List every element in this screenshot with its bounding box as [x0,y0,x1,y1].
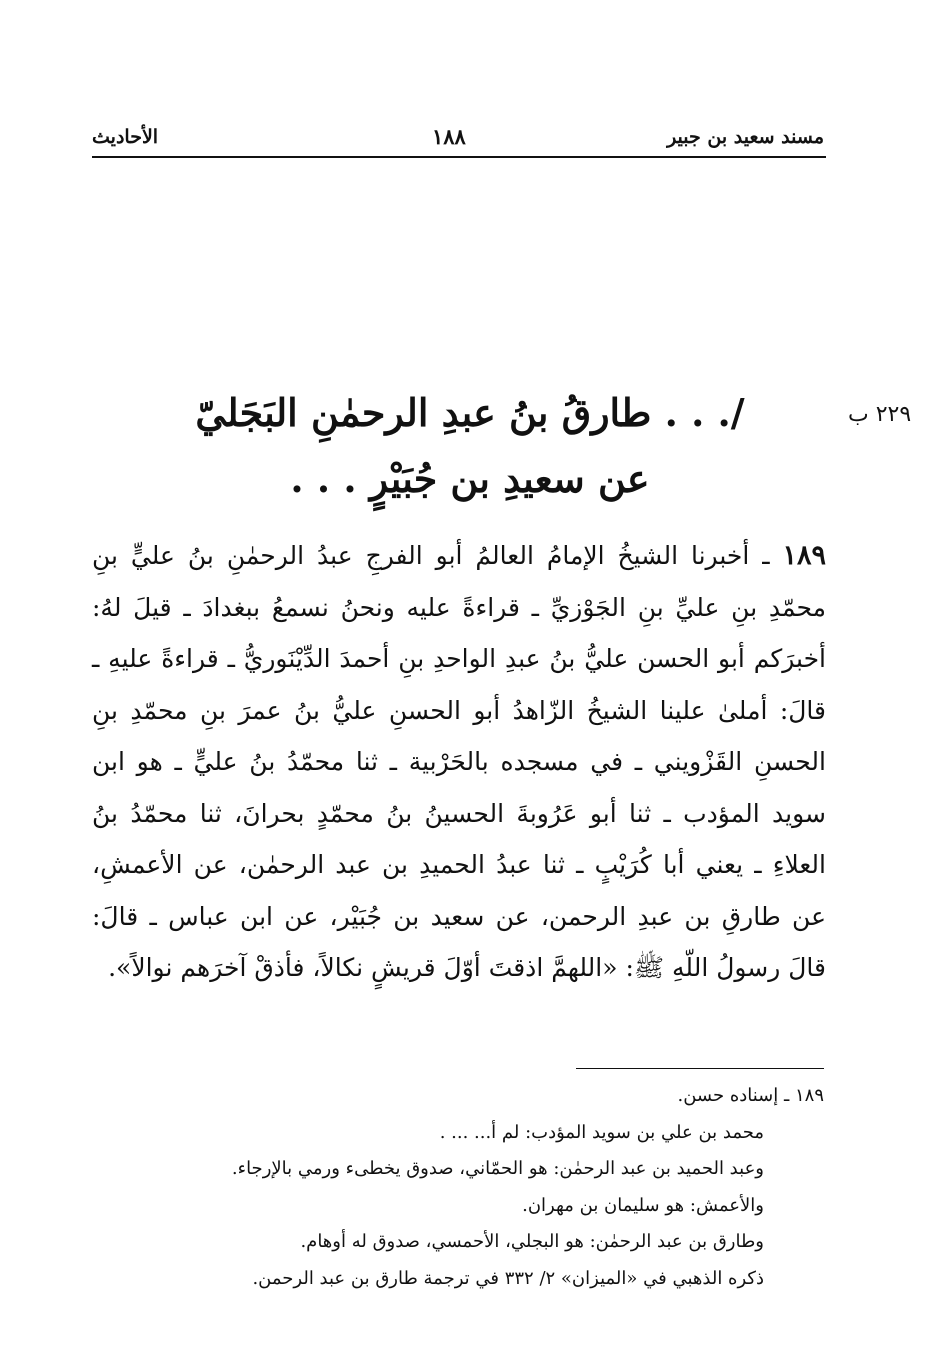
chapter-heading [180,380,760,512]
book-title: مسند سعيد بن جبير [667,126,824,148]
page-number: ١٨٨ [432,124,466,149]
footnote-line: وعبد الحميد بن عبد الرحمٰن: هو الحمّاني، صدوق يخطىء ورمي بالإرجاء. [231,1158,764,1179]
running-header [92,120,824,154]
header-divider [92,156,826,158]
footnote-line: والأعمش: هو سليمان بن مهران. [522,1194,764,1216]
heading-line-2: عن سعيدِ بن جُبَيْرٍ . . . [290,456,650,501]
footnote-line: ذكره الذهبي في «الميزان» ٢/ ٣٣٢ في ترجمة طارق بن عبد الرحمن. [252,1267,764,1289]
section-title: الأحاديث [92,126,159,148]
heading-line-1: /. . . طارقُ بنُ عبدِ الرحمٰنِ البَجَليّ [195,390,745,435]
hadith-text: ـ أخبرنا الشيخُ الإمامُ العالمُ أبو الفرجِ عبدُ الرحمٰنِ بنُ عليٍّ بنِ محمّدِ بنِ عليِّ بنِ الجَوْزيِّ ـ قراءةً عليه ونحنُ نسمعُ ببغدادَ ـ قيلَ لهُ: أخبرَكم أبو الحسن عليُّ بنُ عبدِ الواحدِ بنِ أحمدَ الدِّيْنَوريُّ ـ قراءةً عليهِ ـ قالَ: أملىٰ علينا الشيخُ الزّاهدُ أبو الحسنِ عليُّ بنُ عمرَ بنِ محمّدِ بنِ الحسنِ القَزْويني ـ في مسجده بالحَرْبية ـ ثنا محمّدُ بنُ عليٍّ ـ هو ابن سويد المؤدب ـ ثنا أبو عَرُوبةَ الحسينُ بنُ محمّدٍ بحرانَ، ثنا محمّدُ بنُ العلاءِ ـ يعني أبا كُرَيْبٍ ـ ثنا عبدُ الحميدِ بن عبد الرحمٰن، عن الأعمشِ، عن طارقِ بن عبدِ الرحمن، عن سعيد بن جُبَيْر، عن ابن عباس ـ قالَ: قالَ رسولُ اللّهِ ﷺ: «اللهمَّ اذقتَ أوّلَ قريشٍ نكالاً، فأذقْ آخرَهم نوالاً». [92,541,826,982]
footnote-line: ١٨٩ ـ إسناده حسن. [677,1085,824,1106]
hadith-paragraph [92,530,826,994]
footnote-divider [576,1068,824,1069]
footnote-line: وطارق بن عبد الرحمٰن: هو البجلي، الأحمسي، صدوق له أوهام. [300,1231,764,1252]
hadith-number: ١٨٩ [782,540,826,571]
footnote-line: محمد بن علي بن سويد المؤدب: لم أ... ... . [439,1121,764,1143]
footnotes [100,1078,824,1297]
manuscript-folio-note: ٢٢٩ ب [848,402,912,427]
